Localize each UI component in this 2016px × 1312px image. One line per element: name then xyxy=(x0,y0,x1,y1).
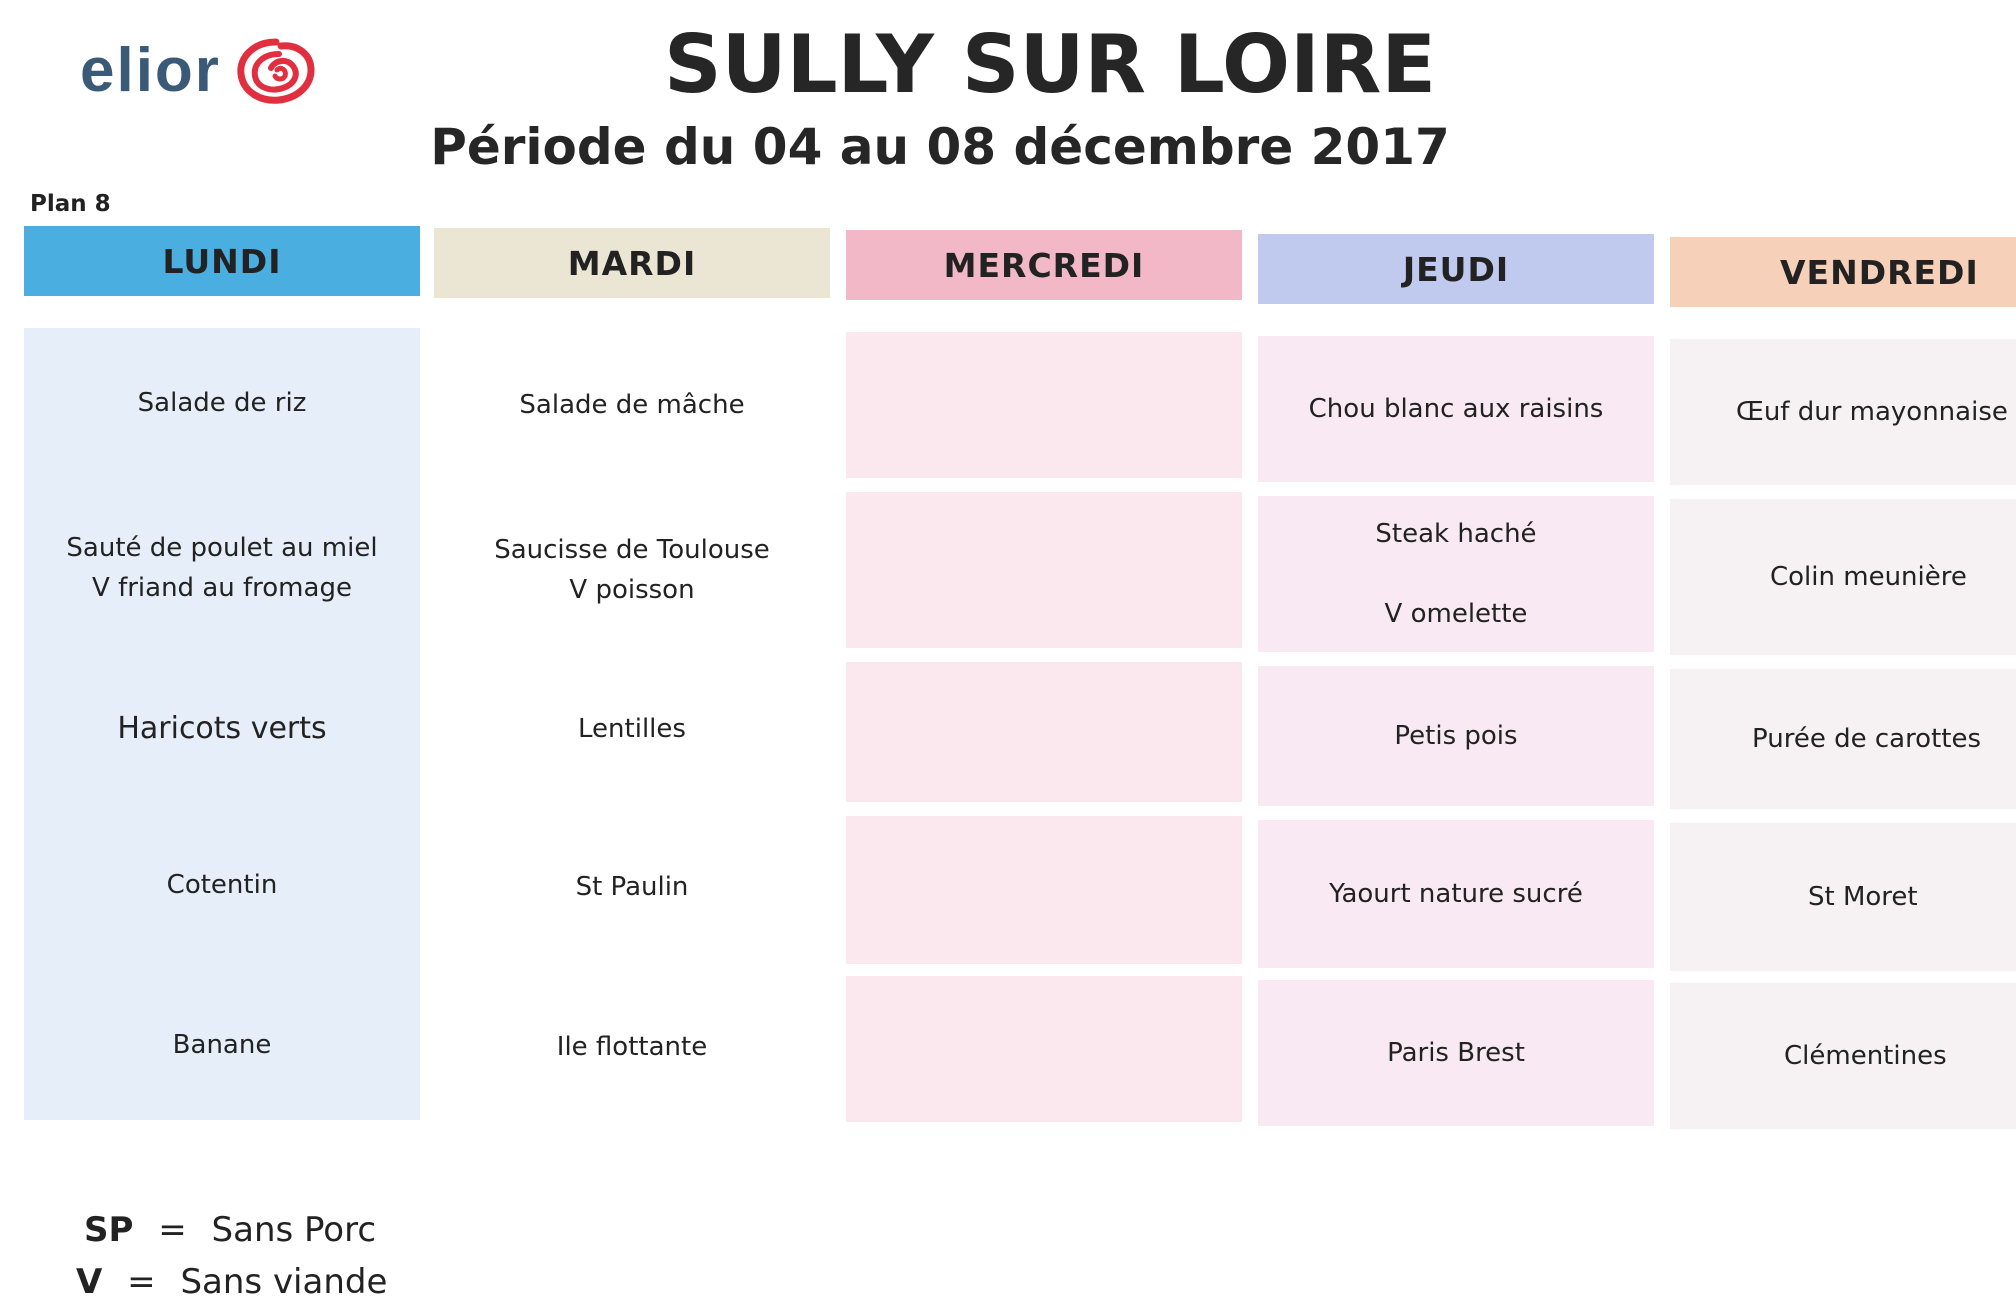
menu-cell-main xyxy=(1670,499,2016,655)
menu-item: Paris Brest xyxy=(1387,1038,1525,1068)
menu-item: Yaourt nature sucré xyxy=(1329,879,1583,909)
legend-sans-porc xyxy=(84,1210,376,1250)
menu-item: Salade de riz xyxy=(137,388,307,418)
menu-cell-cheese xyxy=(434,812,830,962)
day-header-mercredi: MERCREDI xyxy=(846,230,1242,300)
day-column-jeudi xyxy=(1258,234,1654,1068)
menu-cell-dessert xyxy=(24,970,420,1120)
menu-cell-dessert xyxy=(1258,980,1654,1126)
legend-code: SP xyxy=(84,1210,134,1250)
menu-item: Chou blanc aux raisins xyxy=(1308,394,1604,424)
menu-cell-side xyxy=(1670,669,2016,809)
menu-cell-main xyxy=(434,490,830,650)
day-header-mardi: MARDI xyxy=(434,228,830,298)
menu-cell-starter xyxy=(434,330,830,480)
legend-sans-viande xyxy=(76,1262,387,1302)
menu-item: Salade de mâche xyxy=(519,390,745,420)
legend-code: V xyxy=(76,1262,103,1302)
empty-menu-cell xyxy=(846,492,1242,648)
menu-item: St Moret xyxy=(1808,882,1918,912)
empty-menu-cell xyxy=(846,816,1242,964)
menu-cell-starter xyxy=(24,328,420,478)
legend-meaning: Sans Porc xyxy=(211,1210,377,1250)
menu-cell-cheese xyxy=(1258,820,1654,968)
menu-cell-main xyxy=(24,488,420,648)
menu-item: Œuf dur mayonnaise xyxy=(1736,397,2008,427)
menu-cell-side xyxy=(434,662,830,796)
menu-item: Steak haché xyxy=(1375,519,1537,549)
menu-cell-starter xyxy=(1670,339,2016,485)
logo-text: elior xyxy=(80,35,221,105)
empty-menu-cell xyxy=(846,332,1242,478)
plan-label: Plan 8 xyxy=(30,191,111,217)
menu-cell-cheese xyxy=(24,810,420,960)
menu-cell-cheese xyxy=(1670,823,2016,971)
menu-item: V friand au fromage xyxy=(92,573,352,603)
day-column-vendredi xyxy=(1670,237,2016,1071)
menu-item: Colin meunière xyxy=(1770,562,1967,592)
empty-menu-cell xyxy=(846,662,1242,802)
menu-item: Petis pois xyxy=(1394,721,1518,751)
menu-item: Saucisse de Toulouse xyxy=(494,535,770,565)
menu-item: Ile flottante xyxy=(556,1032,708,1062)
menu-cell-dessert xyxy=(1670,983,2016,1129)
menu-cell-main xyxy=(1258,496,1654,652)
menu-item: St Paulin xyxy=(575,872,689,902)
day-column-lundi xyxy=(24,226,420,1060)
menu-cell-side xyxy=(1258,666,1654,806)
day-header-lundi: LUNDI xyxy=(24,226,420,296)
menu-item: Purée de carottes xyxy=(1752,724,1982,754)
menu-item: V omelette xyxy=(1384,599,1528,629)
menu-item: Sauté de poulet au miel xyxy=(66,533,378,563)
menu-item: V poisson xyxy=(569,575,695,605)
menu-cell-starter xyxy=(1258,336,1654,482)
legend-meaning: Sans viande xyxy=(180,1262,388,1302)
menu-cell-dessert xyxy=(434,972,830,1122)
menu-item: Banane xyxy=(172,1030,272,1060)
day-header-jeudi: JEUDI xyxy=(1258,234,1654,304)
menu-item: Cotentin xyxy=(166,870,278,900)
day-column-mardi xyxy=(434,228,830,1062)
period-subtitle: Période du 04 au 08 décembre 2017 xyxy=(430,118,1450,176)
legend-separator: = xyxy=(158,1210,187,1250)
page-title: SULLY SUR LOIRE xyxy=(663,18,1437,111)
day-header-vendredi: VENDREDI xyxy=(1670,237,2016,307)
empty-menu-cell xyxy=(846,976,1242,1122)
day-column-mercredi xyxy=(846,230,1242,300)
legend-separator: = xyxy=(127,1262,156,1302)
menu-item: Clémentines xyxy=(1784,1041,1947,1071)
menu-cell-side xyxy=(24,662,420,796)
menu-item: Lentilles xyxy=(578,714,686,744)
menu-item: Haricots verts xyxy=(117,711,327,746)
